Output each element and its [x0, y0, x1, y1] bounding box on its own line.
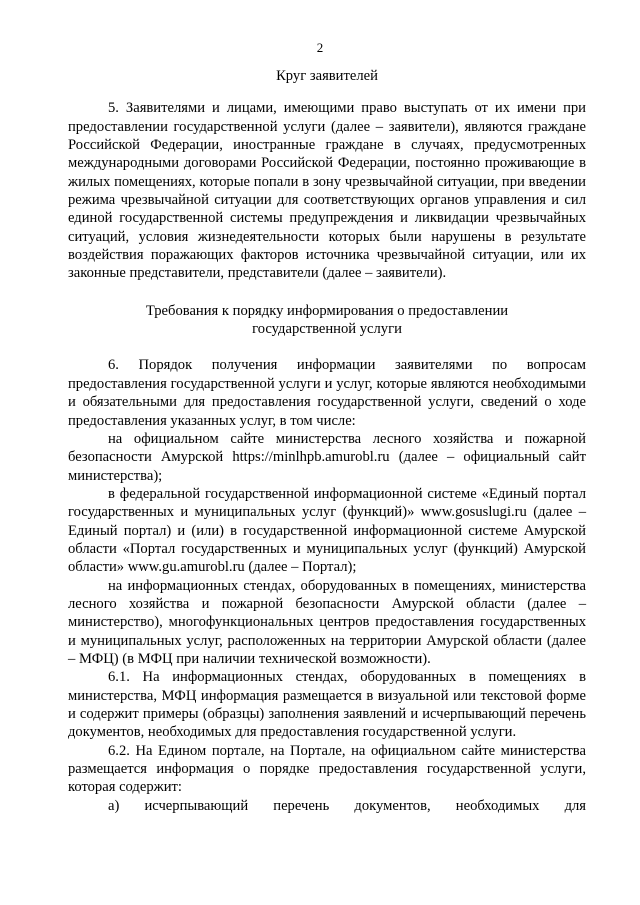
paragraph-6-2: 6.2. На Едином портале, на Портале, на официальном сайте министерства размещается информация о порядке предоставления государственной услуги, которая содержит:: [68, 742, 586, 796]
section-title-informing-line2: государственной услуги: [252, 321, 402, 338]
list-item-unified-portal: в федеральной государственной информационной системе «Единый портал государственных и муниципальных услуг (функций)» www.gosuslugi.ru (далее – Единый портал) и (или) в государственной информационной системе Амурской области «Портал государственных и муниципальных услуг (функций) Амурской области» www.gu.amurobl.ru (далее – Портал);: [68, 485, 586, 576]
list-item-info-stands: на информационных стендах, оборудованных в помещениях, министерства лесного хозяйства и пожарной безопасности Амурской области (далее – министерство), многофункциональных центров предоставления государственных и муниципальных услуг, расположенных на территории Амурской области (далее – МФЦ) (в МФЦ при наличии технической возможности).: [68, 577, 586, 667]
document-body: [68, 67, 586, 815]
paragraph-5: 5. Заявителями и лицами, имеющими право выступать от их имени при предоставлении государственной услуги (далее – заявители), являются граждане Российской Федерации, иностранные граждане в случаях, предусмотренных международными договорами Российской Федерации, постоянно проживающие в жилых помещениях, которые попали в зону чрезвычайной ситуации, при введении режима чрезвычайной ситуации для соответствующих органов управления и сил единой государственной системы предупреждения и ликвидации чрезвычайных ситуаций, условия жизнедеятельности которых были нарушены в результате воздействия поражающих факторов источника чрезвычайной ситуации, или их законные представители, представители (далее – заявители).: [68, 100, 586, 282]
section-title-applicants: Круг заявителей: [276, 68, 378, 84]
paragraph-6: 6. Порядок получения информации заявителями по вопросам предоставления государственной услуги и услуг, которые являются необходимыми и обязательными для предоставления государственной услуги, сведений о ходе предоставления указанных услуг, в том числе:: [68, 357, 586, 429]
section-title-informing: [68, 302, 586, 339]
list-item-a: а) исчерпывающий перечень документов, необходимых для: [108, 797, 586, 814]
section-title-informing-line1: Требования к порядку информирования о предоставлении: [145, 302, 509, 319]
page-number: 2: [316, 40, 324, 55]
paragraph-6-1: 6.1. На информационных стендах, оборудованных в помещениях в министерства, МФЦ информация размещается в визуальной или текстовой форме и содержит примеры (образцы) заполнения заявлений и исчерпывающий перечень документов, необходимых для предоставления государственной услуги.: [68, 669, 586, 741]
list-item-official-site: на официальном сайте министерства лесного хозяйства и пожарной безопасности Амурской https://minlhpb.amurobl.ru (далее – официальный сайт министерства);: [68, 430, 586, 484]
